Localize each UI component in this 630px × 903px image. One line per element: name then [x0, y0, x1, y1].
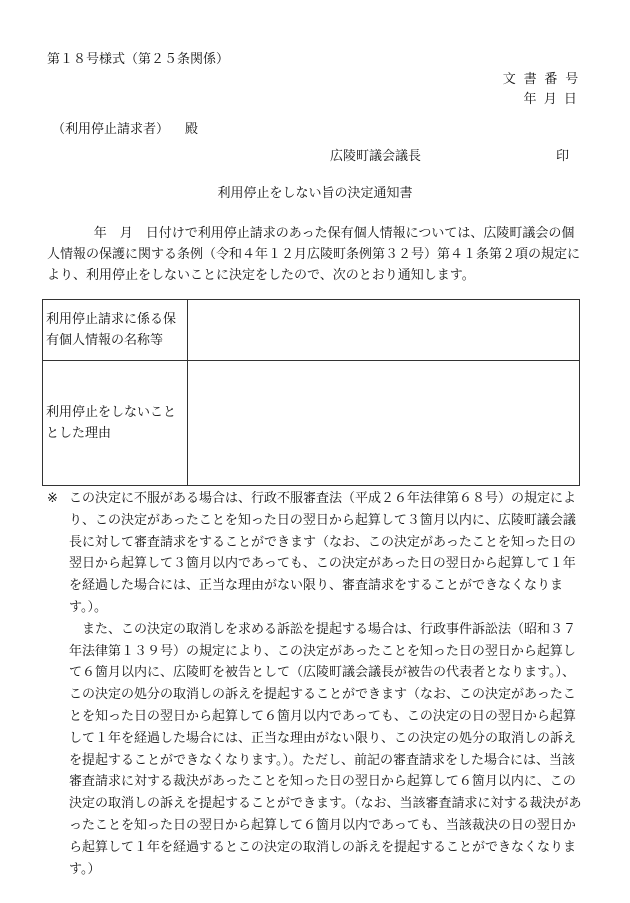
row-label-info-name: 利用停止請求に係る保有個人情報の名称等: [43, 300, 188, 361]
addressee: [52, 118, 198, 137]
addressee-honorific: 殿: [185, 122, 199, 137]
sender-name: 広陵町議会議長: [330, 149, 422, 164]
row-label-reason: 利用停止をしないこととした理由: [43, 361, 188, 486]
document-number-label: 文書番号: [502, 72, 586, 87]
document-title: 利用停止をしない旨の決定通知書: [217, 186, 413, 201]
row-value-info-name: [188, 300, 580, 361]
row-value-reason: [188, 361, 580, 486]
seal-mark: 印: [556, 149, 570, 164]
form-number: 第１８号様式（第２５条関係）: [47, 52, 230, 67]
note-mark: ※: [47, 491, 58, 506]
note-paragraph-appeal: [47, 488, 585, 619]
note-paragraph-lawsuit: また、この決定の取消しを求める訴訟を提起する場合は、行政事件訴訟法（昭和３７年法律第１３９号）の規定により、この決定があったことを知った日の翌日から起算して６箇月以内に、広陵町を被告として（広陵町議会議長が被告の代表者となります。）、この決定の処分の取消しの訴えを提起することができます（なお、この決定があったことを知った日の翌日から起算して６箇月以内であっても、この決定の日の翌日から起算して１年を経過した場合には、正当な理由がない限り、この決定の処分の取消しの訴えを提起することができなくなります。）。ただし、前記の審査請求をした場合には、当該審査請求に対する裁決があったことを知った日の翌日から起算して６箇月以内に、この決定の取消しの訴えを提起することができます。（なお、当該審査請求に対する裁決があったことを知った日の翌日から起算して６箇月以内であっても、当該裁決の日の翌日から起算して１年を経過するとこの決定の取消しの訴えを提起することができなくなります。）: [69, 621, 582, 877]
document-date-label: 年月日: [523, 92, 584, 107]
table-row: [43, 361, 580, 486]
info-table: [42, 299, 580, 486]
note-appeal-text: この決定に不服がある場合は、行政不服審査法（平成２６年法律第６８号）の規定により、この決定があったことを知った日の翌日から起算して３箇月以内に、広陵町議会議長に対して審査請求をすることができます（なお、この決定があったことを知った日の翌日から起算して３箇月以内であっても、この決定があった日の翌日から起算して１年を経過した場合には、正当な理由がない限り、審査請求をすることができなくなります。）。: [69, 491, 577, 615]
notes-section: [47, 488, 585, 880]
addressee-name: （利用停止請求者）: [52, 122, 170, 137]
table-row: [43, 300, 580, 361]
notice-body: 年 月 日付けで利用停止請求のあった保有個人情報については、広陵町議会の個人情報の保護に関する条例（令和４年１２月広陵町条例第３２号）第４１条第２項の規定により、利用停止をしないことに決定をしたので、次のとおり通知します。: [47, 226, 581, 283]
